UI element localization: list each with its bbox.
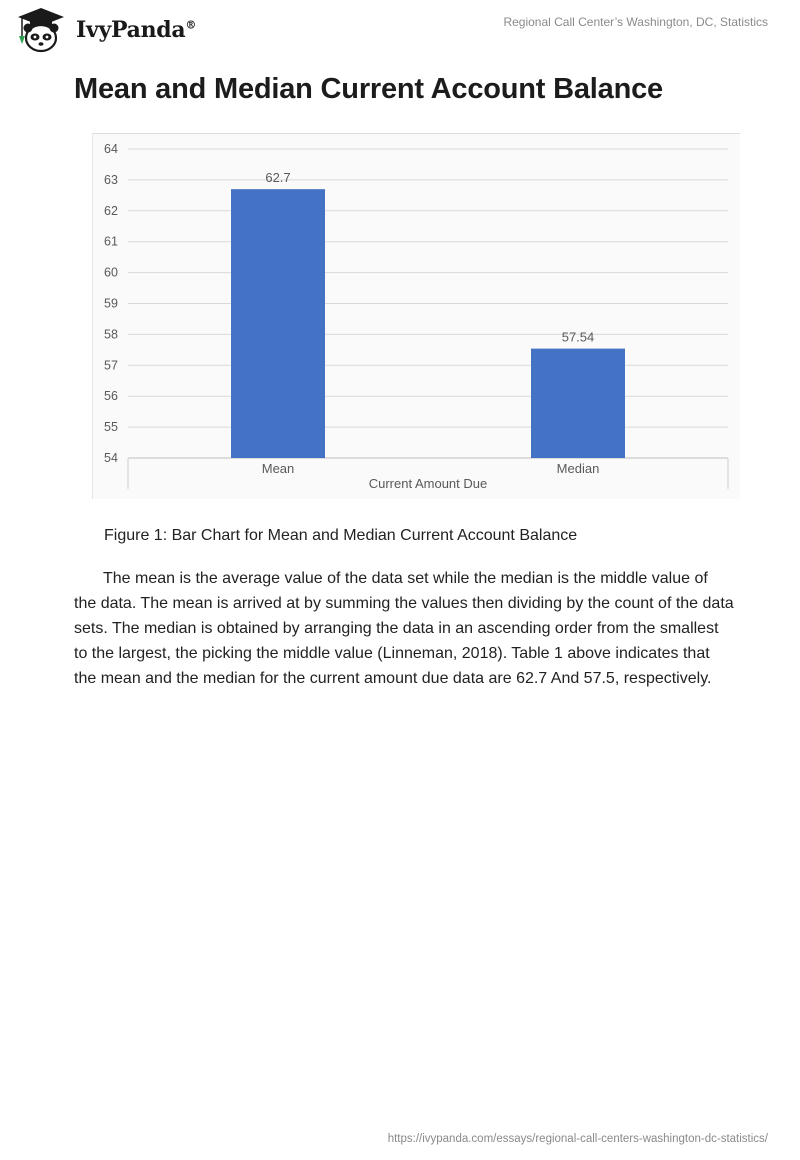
page-title: Mean and Median Current Account Balance [74, 73, 663, 105]
bar-median [531, 349, 625, 458]
x-axis-title: Current Amount Due [368, 476, 488, 491]
y-tick-label: 56 [104, 389, 118, 404]
figure-caption: Figure 1: Bar Chart for Mean and Median Current Account Balance [104, 527, 578, 544]
body-paragraph: The mean is the average value of the data set while the median is the middle value of the data. The mean is arrived at by summing the values then dividing by the count of the data sets. The median is obtained by arranging the data in an ascending order from the smallest to the largest, the picking the middle value (Linneman, 2018). Table 1 above indicates that the mean and the median for the current amount due data are 62.7 And 57.5, respectively. [74, 570, 734, 687]
x-tick-label: Median [556, 461, 600, 476]
y-tick-label: 60 [104, 265, 118, 280]
page-header [0, 0, 800, 60]
y-tick-label: 62 [104, 203, 118, 218]
document-reference: Regional Call Center’s Washington, DC, Statistics [503, 15, 768, 29]
y-tick-label: 57 [104, 358, 118, 373]
data-label: 62.7 [265, 170, 291, 186]
bar-chart-svg [92, 133, 740, 499]
panda-graduate-icon [14, 6, 68, 54]
y-tick-label: 55 [104, 420, 118, 435]
ivypanda-logo[interactable] [14, 6, 196, 54]
source-url[interactable]: https://ivypanda.com/essays/regional-call-centers-washington-dc-statistics/ [387, 1133, 768, 1145]
y-tick-label: 61 [104, 234, 118, 249]
brand-name: IvyPanda® [76, 17, 197, 43]
y-tick-label: 59 [104, 296, 118, 311]
data-label: 57.54 [561, 329, 595, 345]
bar-mean [231, 189, 325, 458]
x-tick-label: Mean [261, 461, 295, 476]
y-tick-label: 54 [104, 451, 118, 465]
y-tick-label: 64 [104, 142, 118, 156]
bar-chart [92, 133, 740, 499]
y-tick-label: 58 [104, 327, 118, 342]
y-tick-label: 63 [104, 172, 118, 187]
